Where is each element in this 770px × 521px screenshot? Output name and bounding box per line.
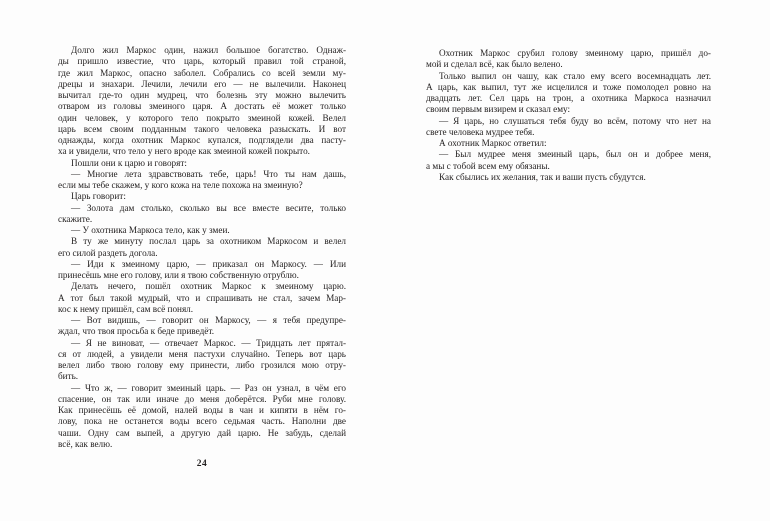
- text-line: В ту же минуту послал царь за охотником Маркосом и велел: [71, 236, 346, 247]
- paragraph: [58, 315, 346, 338]
- text-line: дрецы и знахари. Лечили, лечили его — не вылечили. Наконец: [58, 78, 346, 89]
- paragraph: [58, 383, 346, 451]
- paragraph: [58, 225, 346, 236]
- text-line: — Золота дам столько, сколько вы все вместе весите, только: [71, 202, 346, 213]
- text-line: Охотник Маркос срубил голову змеиному царю, пришёл до-: [439, 48, 711, 58]
- paragraph: [426, 172, 711, 183]
- text-line: двадцать лет. Сел царь на трон, а охотника Маркоса назначил: [426, 93, 711, 103]
- text-line: спасение, он так или иначе до меня доберётся. Руби мне голову.: [58, 393, 346, 404]
- right-page: [426, 48, 711, 183]
- text-line: Делать нечего, пошёл охотник Маркос к змеиному царю.: [71, 281, 346, 292]
- text-line: Пошли они к царю и говорят:: [71, 157, 187, 168]
- text-line: скажите.: [58, 213, 93, 224]
- text-line: — Вот видишь, — говорит он Маркосу, — я тебя предупре-: [71, 315, 346, 325]
- text-line: Как принесёшь её домой, налей воды в чан и кипяти в нём го-: [58, 405, 346, 415]
- text-line: А тот был такой мудрый, что и спрашивать не стал, зачем Мар-: [58, 292, 346, 303]
- paragraph: [58, 281, 346, 315]
- paragraph: [58, 259, 346, 282]
- text-line: однажды, когда охотник Маркос купался, подглядели два пасту-: [58, 135, 346, 145]
- text-line: бить.: [58, 371, 79, 382]
- text-line: свете человека мудрее тебя.: [426, 126, 535, 137]
- text-line: — Иди к змеиному царю, — приказал он Маркосу. — Или: [71, 258, 346, 269]
- text-line: А царь, как выпил, тут же исцелился и тоже помолодел ровно на: [426, 81, 711, 92]
- text-line: велел либо твою голову ему принести, либо грозился мою отру-: [58, 360, 346, 370]
- paragraph: [426, 116, 711, 139]
- text-line: мой и сделал всё, как было велено.: [426, 59, 563, 70]
- text-line: ждал, что твоя просьба к беде приведёт.: [58, 326, 215, 337]
- text-line: Только выпил он чашу, как стало ему всего восемнадцать лет.: [439, 70, 711, 81]
- text-line: — Я царь, но слушаться тебя буду во всём, потому что нет на: [439, 115, 711, 126]
- paragraph: [58, 169, 346, 192]
- text-line: где жил Маркос, опасно заболел. Собрались со всей земли му-: [58, 67, 346, 78]
- text-line: Царь говорит:: [71, 191, 126, 202]
- text-line: вычитал где-то один мудрец, что болезнь эту можно вылечить: [58, 90, 346, 100]
- text-line: своим первым визирем и сказал ему:: [426, 104, 571, 115]
- text-line: отваром из головы змеиного царя. А достать её может только: [58, 101, 346, 112]
- text-line: его силой раздеть догола.: [58, 247, 158, 258]
- paragraph: [426, 48, 711, 71]
- text-line: царь всем своим подданным такого человека разыскать. И вот: [58, 123, 346, 134]
- paragraph: [426, 71, 711, 116]
- text-line: лову, пока не останется воды всего седьмая часть. Наполни две: [58, 416, 346, 427]
- text-line: ся от людей, а увидели меня пастухи случайно. Теперь вот царь: [58, 348, 346, 359]
- text-line: Как сбылись их желания, так и ваши пусть сбудутся.: [439, 171, 646, 182]
- text-line: всё, как велю.: [58, 438, 113, 449]
- paragraph: [58, 203, 346, 226]
- text-line: ха и увидели, что тело у него вроде как змеиной кожей покрыто.: [58, 146, 310, 157]
- text-line: принесёшь мне его голову, или я твою собственную отрублю.: [58, 270, 299, 280]
- paragraph: [58, 158, 346, 169]
- paragraph: [426, 149, 711, 172]
- text-line: — Что ж, — говорит змеиный царь. — Раз он узнал, в чём его: [71, 382, 346, 393]
- text-line: один человек, у которого тело покрыто змеиной кожей. Велел: [58, 112, 346, 123]
- paragraph: [58, 338, 346, 383]
- paragraph: [58, 45, 346, 158]
- text-line: если мы тебе скажем, у кого кожа на теле похожа на змеиную?: [58, 180, 303, 190]
- text-line: ды пришло известие, что царь, который правил той страной,: [58, 56, 346, 67]
- text-line: А охотник Маркос ответил:: [439, 138, 547, 148]
- text-line: а мы с тобой всем ему обязаны.: [426, 160, 550, 171]
- text-line: кос к нему пришёл, сам всё понял.: [58, 303, 194, 314]
- page-number: 24: [196, 459, 208, 469]
- paragraph: [58, 236, 346, 259]
- text-line: — У охотника Маркоса тело, как у змеи.: [71, 225, 230, 235]
- text-line: — Был мудрее меня змеиный царь, был он и добрее меня,: [439, 149, 711, 160]
- text-line: — Я не виноват, — отвечает Маркос. — Тридцать лет прятал-: [71, 337, 346, 348]
- left-page: [58, 45, 346, 450]
- paragraph: [58, 191, 346, 202]
- text-line: чаши. Одну сам выпей, а другую дай царю. Не забудь, сделай: [58, 427, 346, 438]
- text-line: — Многие лета здравствовать тебе, царь! Что ты нам дашь,: [71, 168, 346, 179]
- text-line: Долго жил Маркос один, нажил большое богатство. Однаж-: [71, 45, 346, 55]
- paragraph: [426, 138, 711, 149]
